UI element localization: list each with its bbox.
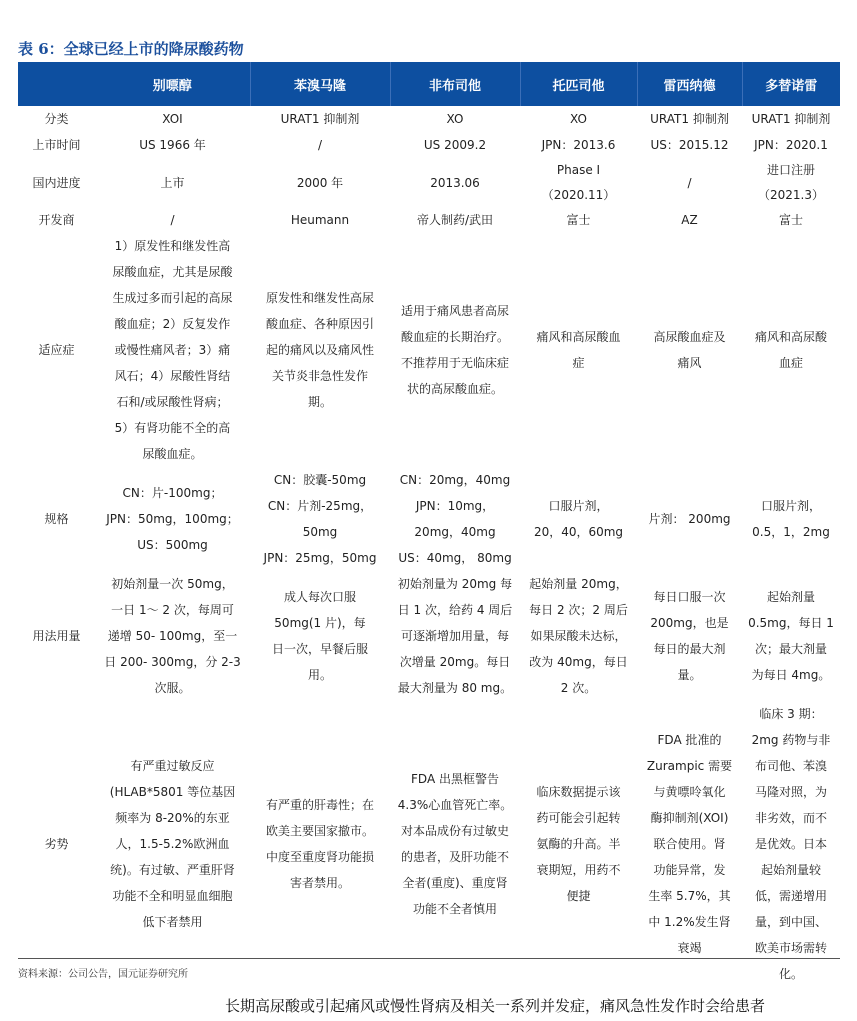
table-cell: 起始剂量 0.5mg，每日 1 次；最大剂量 为每日 4mg。 [748, 590, 834, 682]
table-bottom-rule [18, 958, 840, 959]
table-cell: CN：胶囊-50mg CN：片剂-25mg， 50mg JPN：25mg，50mg [263, 473, 377, 565]
table-cell: JPN：2013.6 [541, 137, 616, 152]
table-row [18, 467, 840, 571]
table-cell: 痛风和高尿酸血 症 [536, 330, 621, 370]
table-cell: 起始剂量 20mg， 每日 2 次；2 周后 如果尿酸未达标， 改为 40mg，每日 2 次。 [529, 577, 628, 695]
table-cell: FDA 批准的 Zurampic 需要 与黄嘌呤氧化 酶抑制剂(XOI) 联合使用。肾 功能异常，发 生率 5.7%，其 中 1.2%发生肾 衰竭 [646, 733, 733, 955]
table-cell: 帝人制药/武田 [416, 213, 494, 227]
table-cell: AZ [681, 213, 698, 227]
table-row [18, 158, 840, 208]
header-cell: 雷西纳德 [637, 62, 742, 106]
table-cell: / [317, 137, 323, 152]
table-cell: 原发性和继发性高尿 酸血症、各种原因引 起的痛风以及痛风性 关节炎非急性发作 期。 [265, 291, 374, 409]
row-label: 国内进度 [32, 175, 81, 190]
table-cell: / [170, 213, 175, 227]
table-cell: 痛风和高尿酸 血症 [754, 330, 827, 370]
table-cell: XO [446, 111, 464, 126]
table-cell: 2000 年 [296, 175, 344, 190]
body-paragraph: 长期高尿酸或引起痛风或慢性肾病及相关一系列并发症，痛风急性发作时会给患者 [225, 997, 766, 1015]
table-cell: 临床 3 期： 2mg 药物与非 布司他、苯溴 马隆对照，为 非劣效，而不 是优效。日本 起始剂量较 低，需递增用 量，到中国、 欧美市场需转 化。 [751, 707, 831, 981]
source-note: 资料来源：公司公告，国元证券研究所 [18, 969, 188, 980]
row-label: 分类 [44, 111, 69, 126]
row-label: 用法用量 [32, 628, 81, 643]
row-label: 劣势 [44, 836, 69, 851]
table-cell: 初始剂量为 20mg 每 日 1 次，给药 4 周后 可逐渐增加用量，每 次增量 20mg。每日 最大剂量为 80 mg。 [397, 577, 513, 695]
table-title: 表 6：全球已经上市的降尿酸药物 [18, 40, 244, 58]
table-cell: FDA 出黑框警告 4.3%心血管死亡率。 对本品成份有过敏史 的患者，及肝功能不 全者(重度)、重度肾 功能不全者慎用 [397, 772, 513, 916]
table-cell: 成人每次口服 50mg(1 片)，每 日一次，早餐后服 用。 [271, 590, 368, 682]
table-cell: 每日口服一次 200mg，也是 每日的最大剂 量。 [650, 590, 729, 682]
header-cell: 苯溴马隆 [250, 62, 390, 106]
row-label: 规格 [44, 511, 69, 526]
table-cell: Heumann [290, 213, 350, 227]
table-cell: 进口注册 （2021.3） [758, 163, 824, 202]
table-cell: 适用于痛风患者高尿 酸血症的长期治疗。 不推荐用于无临床症 状的高尿酸血症。 [400, 304, 509, 396]
table-cell: 有严重的肝毒性；在 欧美主要国家撤市。 中度至重度肾功能损 害者禁用。 [265, 798, 374, 890]
table-cell: 初始剂量一次 50mg， 一日 1～ 2 次，每周可 递增 50- 100mg，至一 日 200- 300mg，分 2-3 次服。 [104, 577, 241, 695]
table-cell: URAT1 抑制剂 [650, 111, 729, 126]
header-cell: 非布司他 [390, 62, 520, 106]
table-cell: CN：20mg，40mg JPN：10mg， 20mg，40mg US：40mg， 80mg [398, 473, 512, 565]
table-cell: 口服片剂， 0.5，1，2mg [752, 499, 830, 539]
table-header-row [18, 62, 840, 106]
drug-table [18, 62, 840, 987]
table-cell: JPN：2020.1 [754, 137, 828, 152]
header-cell: 别嘌醇 [95, 62, 250, 106]
table-row [18, 701, 840, 987]
table-row [18, 571, 840, 701]
table-row [18, 208, 840, 233]
table-cell: CN：片-100mg； JPN：50mg，100mg； US：500mg [106, 486, 239, 552]
table-row [18, 132, 840, 158]
table-cell: URAT1 抑制剂 [280, 111, 360, 126]
table-row [18, 106, 840, 132]
header-cell [18, 62, 95, 106]
header-cell: 托匹司他 [520, 62, 637, 106]
table-cell: 片剂： 200mg [648, 512, 731, 526]
table-cell: Phase I （2020.11） [541, 163, 616, 202]
table-cell: URAT1 抑制剂 [751, 111, 831, 126]
table-cell: US：2015.12 [650, 137, 729, 152]
table-row [18, 233, 840, 467]
row-label: 适应症 [38, 342, 75, 357]
table-cell: / [687, 175, 692, 190]
table-cell: XOI [162, 111, 183, 126]
table-cell: 临床数据提示该 药可能会引起转 氨酶的升高。半 衰期短，用药不 便捷 [536, 785, 621, 903]
row-label: 开发商 [38, 213, 75, 227]
table-cell: 高尿酸血症及 痛风 [653, 330, 726, 370]
table-cell: 上市 [160, 175, 185, 190]
table-cell: US 1966 年 [139, 137, 206, 152]
table-cell: 富士 [566, 213, 591, 227]
row-label: 上市时间 [32, 137, 81, 152]
table-cell: 有严重过敏反应 (HLAB*5801 等位基因 频率为 8-20%的东亚 人，1.5-5.2%欧洲血 统)。有过敏、严重肝肾 功能不全和明显血细胞 低下者禁用 [109, 759, 236, 929]
header-cell: 多替诺雷 [742, 62, 840, 106]
table-cell: US 2009.2 [423, 137, 487, 152]
table-cell: 口服片剂， 20，40，60mg [533, 499, 624, 539]
table-cell: 2013.06 [430, 175, 480, 190]
table-cell: 富士 [778, 213, 803, 227]
table-cell: XO [570, 111, 587, 126]
table-cell: 1）原发性和继发性高 尿酸血症，尤其是尿酸 生成过多而引起的高尿 酸血症；2）反复发作 或慢性痛风者；3）痛 风石；4）尿酸性肾结 石和/或尿酸性肾病； 5）有肾功能不全的高 尿酸血症。 [112, 239, 233, 461]
